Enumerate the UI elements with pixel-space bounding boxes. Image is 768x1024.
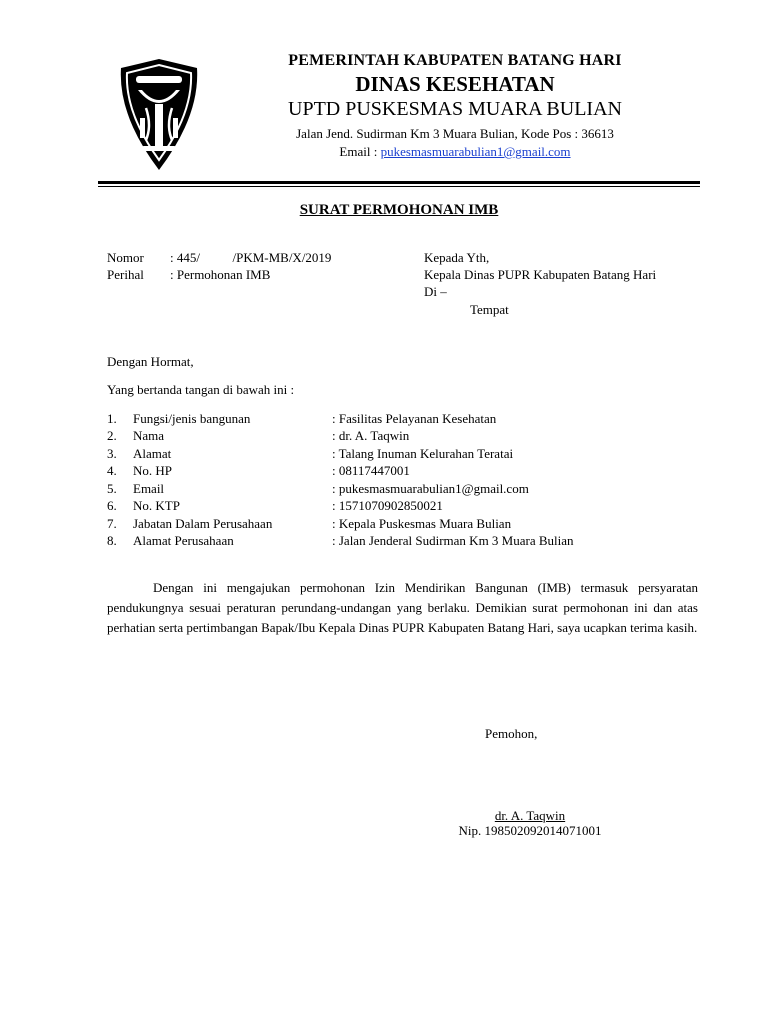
email-label: Email :: [339, 144, 381, 159]
list-item-value: : Talang Inuman Kelurahan Teratai: [332, 446, 514, 461]
list-item-no: 8.: [107, 533, 117, 548]
list-item-no: 5.: [107, 481, 117, 496]
list-item-no: 2.: [107, 428, 117, 443]
address-line: Jalan Jend. Sudirman Km 3 Muara Bulian, Kode Pos : 36613: [296, 126, 614, 141]
list-item-no: 4.: [107, 463, 117, 478]
email-line: [200, 144, 710, 160]
list-item-value: : 08117447001: [332, 463, 410, 478]
perihal-value: : Permohonan IMB: [170, 267, 271, 282]
unit-name: UPTD PUSKESMAS MUARA BULIAN: [288, 98, 622, 120]
list-item-value: : Kepala Puskesmas Muara Bulian: [332, 516, 512, 531]
list-item-label: No. HP: [133, 463, 173, 478]
list-item-value: : Fasilitas Pelayanan Kesehatan: [332, 411, 497, 426]
signatory-nip: Nip. 198502092014071001: [458, 823, 602, 838]
list-item-label: Nama: [133, 428, 165, 443]
nomor-label: Nomor: [107, 250, 144, 265]
list-item-no: 1.: [107, 411, 117, 426]
perihal-label: Perihal: [107, 267, 144, 282]
department-name: DINAS KESEHATAN: [355, 72, 555, 96]
recipient-line2: Kepala Dinas PUPR Kabupaten Batang Hari: [424, 267, 657, 282]
list-item-label: No. KTP: [133, 498, 180, 513]
list-item-label: Jabatan Dalam Perusahaan: [133, 516, 273, 531]
letter-title: SURAT PERMOHONAN IMB: [299, 202, 499, 218]
recipient-line1: Kepada Yth,: [424, 250, 490, 265]
intro-text: Yang bertanda tangan di bawah ini :: [107, 382, 295, 397]
list-item-label: Alamat Perusahaan: [133, 533, 234, 548]
header-divider-thin: [98, 186, 700, 187]
puskesmas-seal-icon: [116, 56, 202, 174]
greeting: Dengan Hormat,: [107, 354, 194, 369]
list-item-no: 3.: [107, 446, 117, 461]
signatory-name-text: dr. A. Taqwin: [494, 808, 566, 823]
list-item-value: : 1571070902850021: [332, 498, 443, 513]
body-paragraph: Dengan ini mengajukan permohonan Izin Mendirikan Bangunan (IMB) termasuk persyaratan pendukungnya sesuai peraturan perundang-undangan yang berlaku. Demikian surat permohonan ini dan atas perhatian serta pertimbangan Bapak/Ibu Kepala Dinas PUPR Kabupaten Batang Hari, saya ucapkan terima kasih.: [107, 580, 698, 635]
list-item-no: 6.: [107, 498, 117, 513]
nomor-value: : 445/ /PKM-MB/X/2019: [170, 250, 332, 265]
recipient-line4: Tempat: [470, 302, 509, 317]
agency-name: PEMERINTAH KABUPATEN BATANG HARI: [288, 52, 622, 69]
list-item-value: : pukesmasmuarabulian1@gmail.com: [332, 481, 529, 496]
header-divider-thick: [98, 181, 700, 184]
recipient-line3: Di –: [424, 284, 447, 299]
list-item-label: Email: [133, 481, 165, 496]
email-link[interactable]: pukesmasmuarabulian1@gmail.com: [380, 144, 571, 159]
closing-text: Pemohon,: [485, 726, 538, 741]
list-item-value: : dr. A. Taqwin: [332, 428, 410, 443]
list-item-label: Alamat: [133, 446, 172, 461]
list-item-value: : Jalan Jenderal Sudirman Km 3 Muara Bulian: [332, 533, 574, 548]
list-item-no: 7.: [107, 516, 117, 531]
list-item-label: Fungsi/jenis bangunan: [133, 411, 251, 426]
